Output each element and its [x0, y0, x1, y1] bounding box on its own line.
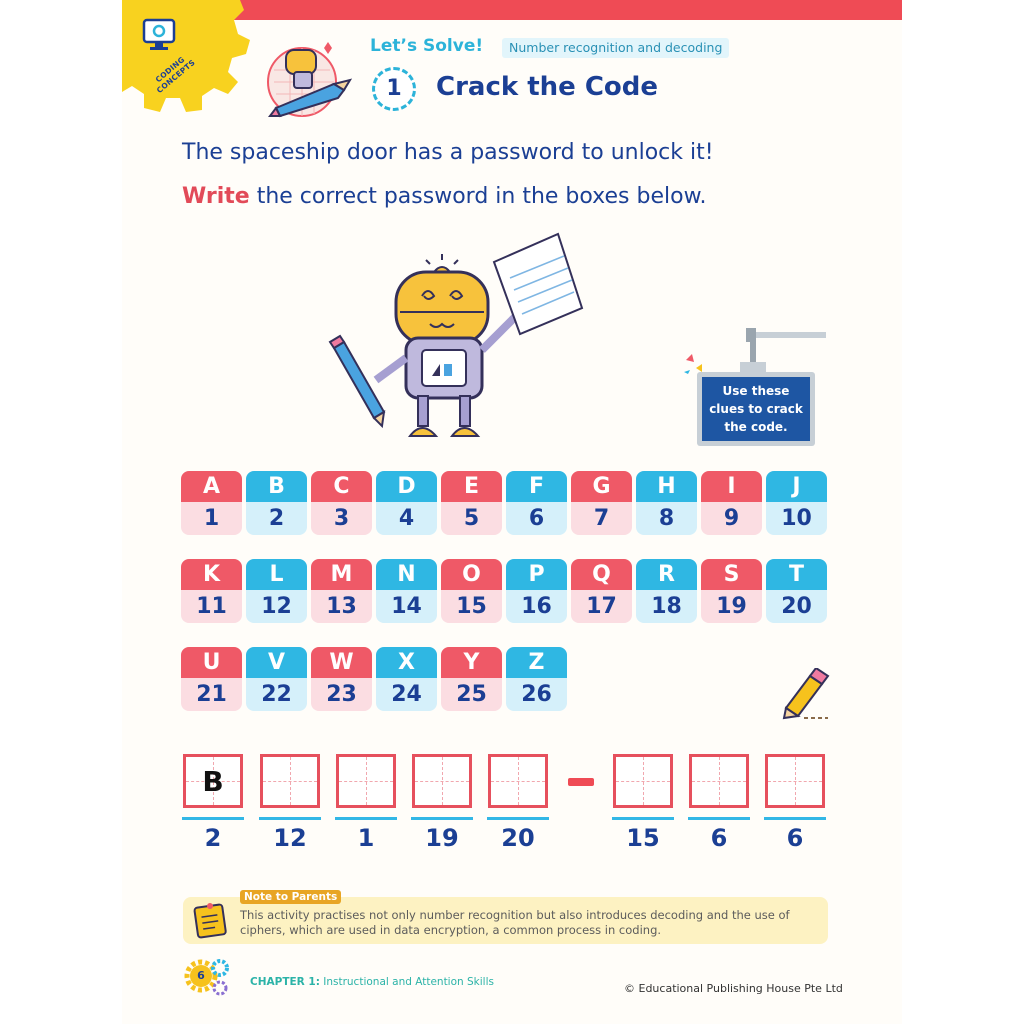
cipher-row — [181, 647, 567, 711]
cipher-letter: M — [311, 559, 372, 590]
cipher-letter: N — [376, 559, 437, 590]
cipher-cell — [571, 471, 632, 535]
cipher-letter: U — [181, 647, 242, 678]
cipher-number: 3 — [311, 502, 372, 535]
cipher-number: 5 — [441, 502, 502, 535]
cipher-letter: E — [441, 471, 502, 502]
cipher-cell — [181, 471, 242, 535]
cipher-letter: A — [181, 471, 242, 502]
password-letter-box[interactable] — [613, 754, 673, 808]
notepad-pin-icon — [190, 900, 230, 940]
cipher-letter: K — [181, 559, 242, 590]
cipher-letter: V — [246, 647, 307, 678]
cipher-number: 26 — [506, 678, 567, 711]
clue-sign-text: Use these clues to crack the code. — [702, 377, 810, 441]
eraser-pencil-icon — [780, 668, 830, 720]
cipher-cell — [441, 559, 502, 623]
cipher-row — [181, 471, 827, 535]
instruction-line-2 — [182, 184, 707, 209]
cipher-cell — [766, 559, 827, 623]
cipher-letter: C — [311, 471, 372, 502]
code-underline — [259, 817, 321, 820]
cipher-cell — [311, 647, 372, 711]
guide-line — [415, 781, 469, 782]
page-title: Crack the Code — [436, 72, 659, 102]
cipher-letter: S — [701, 559, 762, 590]
cipher-number: 10 — [766, 502, 827, 535]
cipher-cell — [311, 559, 372, 623]
cipher-letter: Y — [441, 647, 502, 678]
cipher-cell — [246, 647, 307, 711]
code-number: 2 — [204, 824, 222, 852]
robot-with-notepad-illustration — [326, 232, 588, 446]
cipher-number: 12 — [246, 590, 307, 623]
activity-number-badge: 1 — [372, 67, 416, 111]
cipher-number: 4 — [376, 502, 437, 535]
cipher-number: 17 — [571, 590, 632, 623]
code-number: 1 — [357, 824, 375, 852]
cipher-cell — [376, 647, 437, 711]
page-number: 6 — [190, 965, 212, 987]
cipher-cell — [311, 471, 372, 535]
cipher-letter: W — [311, 647, 372, 678]
guide-line — [263, 781, 317, 782]
instruction-emphasis: Write — [182, 184, 250, 209]
cipher-number: 13 — [311, 590, 372, 623]
note-text: This activity practises not only number recognition but also introduces decoding and the use of ciphers, which are used in data encryption, a common process in coding. — [240, 908, 790, 937]
code-underline — [335, 817, 397, 820]
cipher-number: 20 — [766, 590, 827, 623]
chapter-label — [250, 976, 494, 988]
cipher-cell — [701, 559, 762, 623]
cipher-letter: I — [701, 471, 762, 502]
cipher-number: 21 — [181, 678, 242, 711]
password-letter-box[interactable] — [412, 754, 472, 808]
section-label: Let’s Solve! — [370, 36, 484, 56]
guide-line — [491, 781, 545, 782]
cipher-cell — [441, 471, 502, 535]
cipher-cell — [701, 471, 762, 535]
cipher-letter: G — [571, 471, 632, 502]
code-underline — [411, 817, 473, 820]
password-letter-box[interactable] — [765, 754, 825, 808]
clue-sign — [697, 372, 815, 446]
cipher-letter: L — [246, 559, 307, 590]
cipher-cell — [376, 471, 437, 535]
guide-line — [768, 781, 822, 782]
cipher-letter: D — [376, 471, 437, 502]
password-letter-box[interactable] — [260, 754, 320, 808]
code-underline — [688, 817, 750, 820]
password-letter-box[interactable] — [183, 754, 243, 808]
cipher-cell — [181, 647, 242, 711]
sign-pole-icon — [680, 328, 830, 374]
cipher-row — [181, 559, 827, 623]
code-number: 20 — [501, 824, 535, 852]
code-underline — [764, 817, 826, 820]
cipher-number: 22 — [246, 678, 307, 711]
cipher-number: 18 — [636, 590, 697, 623]
password-letter-box[interactable] — [488, 754, 548, 808]
cipher-letter: B — [246, 471, 307, 502]
cipher-number: 19 — [701, 590, 762, 623]
chapter-title: Instructional and Attention Skills — [319, 976, 494, 988]
cipher-number: 1 — [181, 502, 242, 535]
code-number: 12 — [273, 824, 307, 852]
cipher-cell — [766, 471, 827, 535]
cipher-cell — [246, 471, 307, 535]
cipher-letter: X — [376, 647, 437, 678]
cipher-number: 16 — [506, 590, 567, 623]
note-title: Note to Parents — [240, 890, 341, 904]
cipher-cell — [181, 559, 242, 623]
cipher-cell — [246, 559, 307, 623]
cipher-letter: F — [506, 471, 567, 502]
cipher-number: 25 — [441, 678, 502, 711]
cipher-cell — [506, 559, 567, 623]
cipher-number: 14 — [376, 590, 437, 623]
password-separator-dash — [568, 778, 594, 786]
cipher-number: 2 — [246, 502, 307, 535]
mascot-robot-on-pencil-icon — [264, 36, 360, 124]
guide-line — [692, 781, 746, 782]
password-letter: B — [202, 765, 224, 798]
code-number: 6 — [710, 824, 728, 852]
cipher-letter: O — [441, 559, 502, 590]
code-number: 6 — [786, 824, 804, 852]
cipher-cell — [506, 647, 567, 711]
cipher-letter: H — [636, 471, 697, 502]
cipher-letter: R — [636, 559, 697, 590]
cipher-cell — [571, 559, 632, 623]
cipher-number: 9 — [701, 502, 762, 535]
password-letter-box[interactable] — [689, 754, 749, 808]
cipher-letter: J — [766, 471, 827, 502]
cipher-number: 7 — [571, 502, 632, 535]
copyright-text: © Educational Publishing House Pte Ltd — [624, 982, 843, 995]
coding-concepts-label: CODING CONCEPTS — [153, 54, 197, 96]
code-underline — [182, 817, 244, 820]
code-number: 19 — [425, 824, 459, 852]
cipher-letter: Z — [506, 647, 567, 678]
password-letter-box[interactable] — [336, 754, 396, 808]
cipher-number: 23 — [311, 678, 372, 711]
instruction-rest: the correct password in the boxes below. — [249, 184, 707, 209]
code-number: 15 — [626, 824, 660, 852]
activity-subtitle: Number recognition and decoding — [502, 38, 729, 58]
cipher-letter: Q — [571, 559, 632, 590]
guide-line — [616, 781, 670, 782]
cipher-cell — [636, 559, 697, 623]
cipher-number: 8 — [636, 502, 697, 535]
cipher-cell — [376, 559, 437, 623]
cipher-number: 11 — [181, 590, 242, 623]
cipher-letter: P — [506, 559, 567, 590]
cipher-number: 6 — [506, 502, 567, 535]
cipher-number: 24 — [376, 678, 437, 711]
guide-line — [339, 781, 393, 782]
cipher-letter: T — [766, 559, 827, 590]
cipher-cell — [506, 471, 567, 535]
instruction-line-1: The spaceship door has a password to unlock it! — [182, 140, 714, 165]
code-underline — [487, 817, 549, 820]
cipher-cell — [441, 647, 502, 711]
chapter-number: CHAPTER 1: — [250, 976, 320, 988]
cipher-number: 15 — [441, 590, 502, 623]
cipher-cell — [636, 471, 697, 535]
code-underline — [612, 817, 674, 820]
